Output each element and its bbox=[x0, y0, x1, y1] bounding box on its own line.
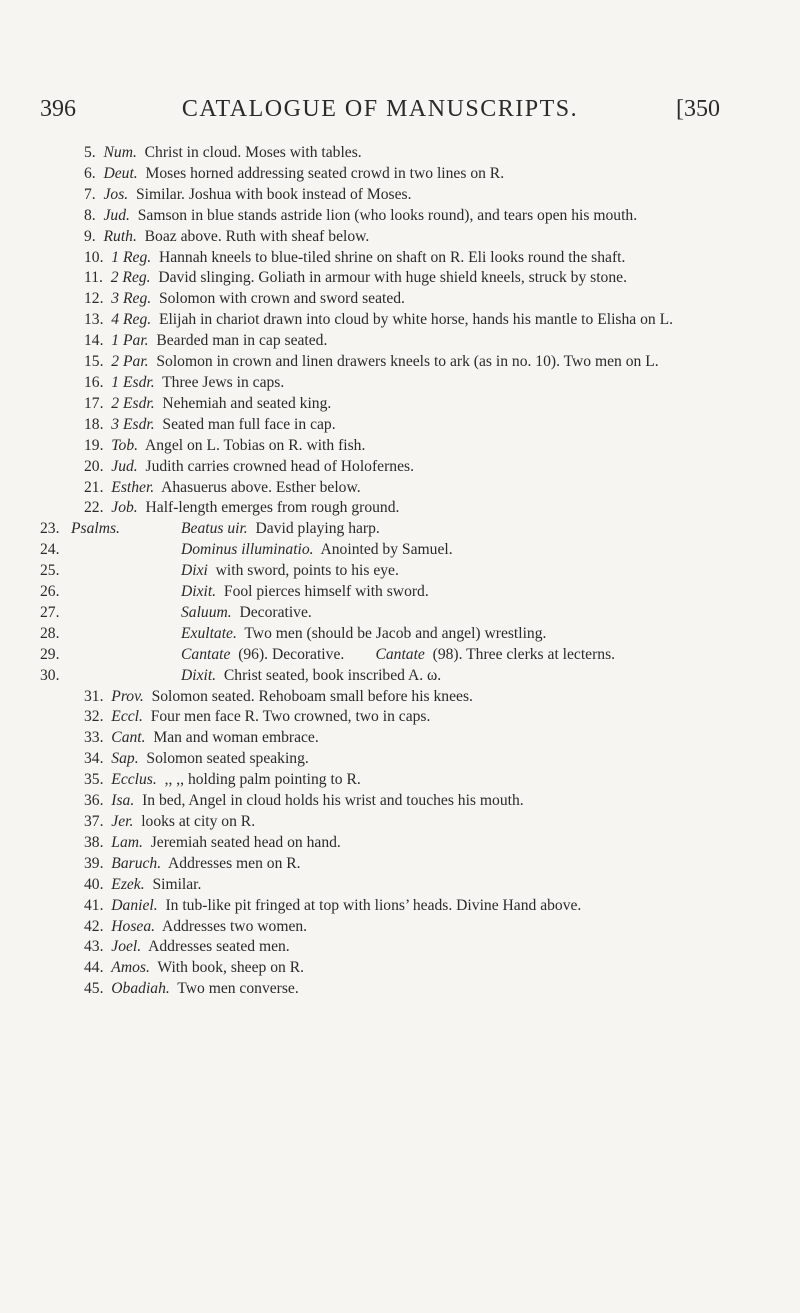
book-name: Cant. bbox=[111, 729, 146, 747]
book-name: Isa. bbox=[111, 792, 135, 810]
book-name: 4 Reg. bbox=[111, 311, 152, 329]
page-header bbox=[40, 94, 720, 124]
book-name: Eccl. bbox=[111, 708, 143, 726]
book-name: Hosea. bbox=[111, 917, 156, 935]
entry-number: 9. bbox=[84, 227, 96, 245]
psalm-entry bbox=[40, 603, 720, 624]
entry bbox=[40, 770, 720, 791]
running-title: CATALOGUE OF MANUSCRIPTS. bbox=[181, 96, 579, 122]
entry bbox=[40, 310, 720, 331]
entry bbox=[40, 812, 720, 833]
entry-description: Seated man full face in cap. bbox=[162, 415, 336, 433]
book-name: Tob. bbox=[111, 436, 139, 454]
psalm-entry bbox=[40, 645, 720, 666]
entry bbox=[40, 917, 720, 938]
entry-description: Addresses men on R. bbox=[168, 854, 301, 872]
entry bbox=[40, 478, 720, 499]
entry-description: David playing harp. bbox=[255, 520, 380, 538]
entry-description: Two men converse. bbox=[177, 980, 299, 998]
entry bbox=[40, 373, 720, 394]
entry-description: Addresses two women. bbox=[161, 917, 308, 935]
entry-number: 12. bbox=[84, 290, 104, 308]
entry-number: 36. bbox=[84, 792, 104, 810]
entry-description: Angel on L. Tobias on R. with fish. bbox=[144, 436, 366, 454]
entry bbox=[40, 937, 720, 958]
psalm-incipit: Cantate bbox=[375, 645, 425, 663]
entry-description: looks at city on R. bbox=[141, 813, 256, 830]
entry-description: Elijah in chariot drawn into cloud by white horse, hands his mantle to Elisha on L. bbox=[158, 311, 673, 329]
entry bbox=[40, 289, 720, 310]
entry-description: Man and woman embrace. bbox=[153, 729, 319, 747]
entry-list-continued bbox=[40, 687, 720, 1001]
entry-description: Half-length emerges from rough ground. bbox=[145, 499, 400, 517]
psalm-entry bbox=[40, 582, 720, 603]
entry bbox=[40, 457, 720, 478]
entry bbox=[40, 687, 720, 708]
entry-number: 25. bbox=[40, 562, 60, 580]
book-name: 3 Esdr. bbox=[111, 415, 155, 433]
book-name: Lam. bbox=[111, 833, 143, 851]
psalm-incipit: Saluum. bbox=[181, 603, 232, 621]
entry bbox=[40, 268, 720, 289]
entry bbox=[40, 248, 720, 269]
entry-description: With book, sheep on R. bbox=[157, 959, 305, 977]
entry bbox=[40, 164, 720, 185]
entry bbox=[40, 791, 720, 812]
entry-description: Decorative. bbox=[239, 603, 312, 621]
psalm-incipit: Dixi bbox=[181, 562, 208, 580]
entry-number: 37. bbox=[84, 813, 104, 830]
psalm-incipit: Cantate bbox=[181, 645, 231, 663]
book-name: Joel. bbox=[111, 938, 142, 956]
entry-description: Similar. bbox=[152, 875, 202, 893]
entry-number: 44. bbox=[84, 959, 104, 977]
entry-number: 6. bbox=[84, 164, 96, 182]
entry-description: Solomon with crown and sword seated. bbox=[158, 290, 405, 308]
book-name: Baruch. bbox=[111, 854, 162, 872]
entry-number: 22. bbox=[84, 499, 104, 517]
book-name: Deut. bbox=[103, 164, 138, 182]
entry-number: 31. bbox=[84, 687, 104, 705]
entry-number: 10. bbox=[84, 248, 104, 266]
entry-number: 35. bbox=[84, 771, 104, 789]
entry bbox=[40, 833, 720, 854]
entry-number: 23. bbox=[40, 520, 60, 538]
entry-description: Moses horned addressing seated crowd in two lines on R. bbox=[145, 164, 505, 182]
entry-description: Fool pierces himself with sword. bbox=[223, 583, 429, 601]
entry-number: 11. bbox=[84, 269, 103, 287]
entry-number: 43. bbox=[84, 938, 104, 956]
entry-number: 30. bbox=[40, 666, 60, 684]
entry bbox=[40, 979, 720, 1000]
psalm-incipit: Beatus uir. bbox=[181, 520, 248, 538]
psalm-entry bbox=[40, 540, 720, 561]
entry-number: 33. bbox=[84, 729, 104, 747]
entry bbox=[40, 707, 720, 728]
psalm-entry bbox=[40, 666, 720, 687]
entry-number: 45. bbox=[84, 980, 104, 998]
entry-description: Three Jews in caps. bbox=[162, 373, 285, 391]
entry-description: Hannah kneels to blue-tiled shrine on shaft on R. Eli looks round the shaft. bbox=[158, 248, 626, 266]
book-name: Jud. bbox=[111, 457, 138, 475]
entry-number: 38. bbox=[84, 833, 104, 851]
entry-description: Boaz above. Ruth with sheaf below. bbox=[144, 227, 370, 245]
psalms-label: Psalms. bbox=[71, 520, 120, 538]
book-name: Ecclus. bbox=[111, 771, 157, 789]
entry bbox=[40, 415, 720, 436]
entry-number: 28. bbox=[40, 624, 60, 642]
psalm-incipit: Exultate. bbox=[181, 624, 237, 642]
entry-number: 29. bbox=[40, 645, 60, 663]
entry-number: 26. bbox=[40, 583, 60, 601]
psalm-incipit: Dixit. bbox=[181, 583, 217, 601]
entry-description: Bearded man in cap seated. bbox=[156, 332, 328, 350]
book-name: 1 Reg. bbox=[111, 248, 152, 266]
book-name: 1 Esdr. bbox=[111, 373, 155, 391]
entry-number: 24. bbox=[40, 541, 60, 559]
page-number: 396 bbox=[40, 96, 76, 122]
psalm-entry bbox=[40, 624, 720, 645]
entry-description: Jeremiah seated head on hand. bbox=[150, 833, 341, 851]
entry-number: 32. bbox=[84, 708, 104, 726]
book-name: Ruth. bbox=[103, 227, 137, 245]
entry bbox=[40, 854, 720, 875]
entry-description: Addresses seated men. bbox=[148, 938, 290, 956]
entry-number: 42. bbox=[84, 917, 104, 935]
book-name: 2 Par. bbox=[111, 353, 149, 371]
entry-number: 40. bbox=[84, 875, 104, 893]
entry bbox=[40, 206, 720, 227]
entry-description: (96). Decorative. bbox=[238, 645, 345, 663]
entry-description: Nehemiah and seated king. bbox=[162, 394, 332, 412]
entry-number: 7. bbox=[84, 185, 96, 203]
entry-number: 27. bbox=[40, 603, 60, 621]
catalogue-body bbox=[40, 143, 720, 1000]
entry-number: 15. bbox=[84, 353, 104, 371]
entry-number: 5. bbox=[84, 144, 96, 161]
book-name: Jer. bbox=[111, 813, 134, 830]
psalm-entry bbox=[40, 561, 720, 582]
book-name: 2 Reg. bbox=[110, 269, 151, 287]
psalm-entry bbox=[40, 519, 720, 540]
book-name: Obadiah. bbox=[111, 980, 170, 998]
entry-description: Solomon seated. Rehoboam small before his knees. bbox=[151, 687, 473, 705]
book-name: 3 Reg. bbox=[111, 290, 152, 308]
entry-number: 19. bbox=[84, 436, 104, 454]
entry bbox=[40, 896, 720, 917]
entry-description: David slinging. Goliath in armour with huge shield kneels, struck by stone. bbox=[158, 269, 627, 287]
entry bbox=[40, 143, 720, 164]
entry-description: ,, ,, holding palm pointing to R. bbox=[164, 771, 361, 789]
entry bbox=[40, 352, 720, 373]
entry-description: Judith carries crowned head of Holofernes. bbox=[145, 457, 414, 475]
entry bbox=[40, 875, 720, 896]
entry-number: 13. bbox=[84, 311, 104, 329]
entry bbox=[40, 498, 720, 519]
entry-number: 34. bbox=[84, 750, 104, 768]
entry-number: 8. bbox=[84, 206, 96, 224]
entry bbox=[40, 227, 720, 248]
psalm-incipit: Dixit. bbox=[181, 666, 217, 684]
entry bbox=[40, 728, 720, 749]
entry-description: Solomon in crown and linen drawers kneels to ark (as in no. 10). Two men on L. bbox=[156, 353, 659, 371]
entry-description: Four men face R. Two crowned, two in caps. bbox=[150, 708, 431, 726]
book-name: Daniel. bbox=[111, 896, 158, 914]
entry bbox=[40, 436, 720, 457]
entry-description: Two men (should be Jacob and angel) wrestling. bbox=[244, 624, 547, 642]
entry-description: Ahasuerus above. Esther below. bbox=[161, 478, 361, 496]
entry bbox=[40, 749, 720, 770]
book-name: Jud. bbox=[103, 206, 130, 224]
entry-description: Similar. Joshua with book instead of Moses. bbox=[135, 185, 412, 203]
book-name: Jos. bbox=[103, 185, 129, 203]
entry bbox=[40, 185, 720, 206]
entry-number: 21. bbox=[84, 478, 104, 496]
book-name: Esther. bbox=[111, 478, 155, 496]
entry-description: Solomon seated speaking. bbox=[146, 750, 309, 768]
entry-number: 16. bbox=[84, 373, 104, 391]
book-name: Ezek. bbox=[111, 875, 145, 893]
book-name: Sap. bbox=[111, 750, 139, 768]
book-name: Prov. bbox=[111, 687, 144, 705]
entry-description: Samson in blue stands astride lion (who looks round), and tears open his mouth. bbox=[137, 206, 638, 224]
entry-number: 39. bbox=[84, 854, 104, 872]
entry-description: In bed, Angel in cloud holds his wrist and touches his mouth. bbox=[142, 792, 524, 810]
entry-description: In tub-like pit fringed at top with lions’ heads. Divine Hand above. bbox=[165, 896, 582, 914]
entry-description: Christ in cloud. Moses with tables. bbox=[144, 144, 362, 161]
book-name: Num. bbox=[103, 144, 137, 161]
folio-number: [350 bbox=[676, 96, 720, 122]
book-name: Amos. bbox=[111, 959, 150, 977]
entry bbox=[40, 331, 720, 352]
entry-number: 17. bbox=[84, 394, 104, 412]
entry-number: 18. bbox=[84, 415, 104, 433]
entry bbox=[40, 958, 720, 979]
entry bbox=[40, 394, 720, 415]
entry-description: Anointed by Samuel. bbox=[320, 541, 453, 559]
psalm-incipit: Dominus illuminatio. bbox=[181, 541, 314, 559]
book-name: 2 Esdr. bbox=[111, 394, 155, 412]
entry-number: 41. bbox=[84, 896, 104, 914]
book-name: Job. bbox=[111, 499, 138, 517]
entry-description: (98). Three clerks at lecterns. bbox=[432, 645, 616, 663]
entry-list bbox=[40, 143, 720, 519]
book-name: 1 Par. bbox=[111, 332, 149, 350]
entry-number: 14. bbox=[84, 332, 104, 350]
entry-description: with sword, points to his eye. bbox=[215, 562, 399, 580]
entry-description: Christ seated, book inscribed A. ω. bbox=[223, 666, 442, 684]
entry-number: 20. bbox=[84, 457, 104, 475]
psalms-list bbox=[40, 519, 720, 686]
